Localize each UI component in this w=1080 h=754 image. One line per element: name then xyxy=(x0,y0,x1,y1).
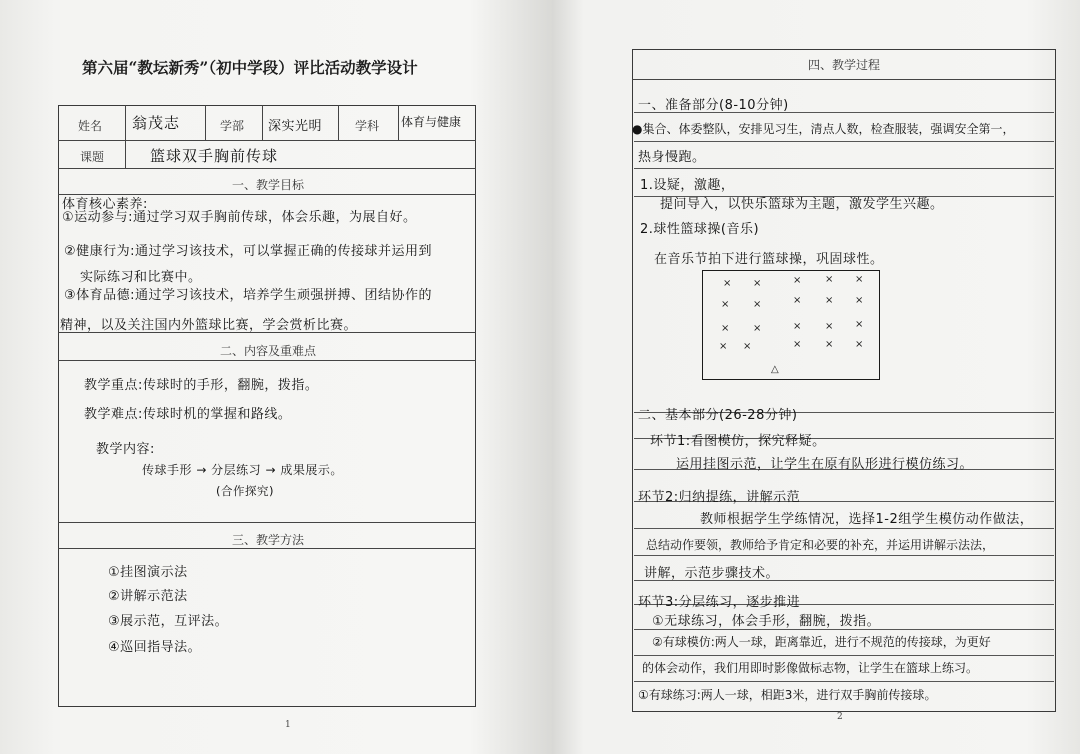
process-line: 讲解，示范步骤技术。 xyxy=(644,566,780,581)
content-flow-note: (合作探究) xyxy=(216,484,274,498)
right-page xyxy=(552,0,1080,754)
ruled-line xyxy=(634,655,1054,656)
table-divider xyxy=(58,140,476,141)
dept-label: 学部 xyxy=(220,119,245,133)
name-label: 姓名 xyxy=(78,119,103,133)
dept-value: 深实光明 xyxy=(268,119,323,134)
name-value: 翁茂志 xyxy=(132,114,181,132)
objective-line: 实际练习和比赛中。 xyxy=(80,270,202,285)
student-marker: × xyxy=(793,295,802,306)
ruled-line xyxy=(634,168,1054,169)
student-marker: × xyxy=(825,339,834,350)
process-line: 提问导入，以快乐篮球为主题，激发学生兴趣。 xyxy=(660,197,944,212)
student-marker: × xyxy=(855,274,864,285)
ruled-line xyxy=(634,555,1054,556)
process-line: 的体会动作，我们用即时影像做标志物，让学生在篮球上练习。 xyxy=(642,661,979,675)
table-divider xyxy=(338,105,339,140)
document-title: 第六届“教坛新秀”（初中学段）评比活动教学设计 xyxy=(82,58,418,77)
content-flow: 传球手形 → 分层练习 → 成果展示。 xyxy=(142,463,343,477)
ruled-line xyxy=(634,141,1054,142)
process-line: 教师根据学生学练情况，选择1-2组学生模仿动作做法， xyxy=(700,512,1034,527)
page-number: 1 xyxy=(285,720,291,730)
student-marker: × xyxy=(793,321,802,332)
content-label: 教学内容: xyxy=(96,442,155,457)
subject-label: 学科 xyxy=(355,119,380,133)
section-heading-objectives: 一、教学目标 xyxy=(231,178,305,192)
method-item: ①挂图演示法 xyxy=(108,565,188,580)
student-marker: × xyxy=(825,274,834,285)
ruled-line xyxy=(634,629,1054,630)
teacher-marker: △ xyxy=(771,364,779,375)
process-line: ●集合、体委整队，安排见习生，清点人数，检查服装，强调安全第一， xyxy=(632,122,1015,136)
table-divider xyxy=(58,332,476,333)
method-item: ③展示范，互评法。 xyxy=(108,614,229,629)
method-item: ④巡回指导法。 xyxy=(108,640,202,655)
objective-line: 精神，以及关注国内外篮球比赛，学会赏析比赛。 xyxy=(60,318,358,333)
section-heading-content: 二、内容及重难点 xyxy=(219,344,317,358)
student-marker: × xyxy=(825,295,834,306)
student-marker: × xyxy=(793,275,802,286)
process-line: 运用挂图示范，让学生在原有队形进行模仿练习。 xyxy=(676,457,974,472)
student-marker: × xyxy=(743,341,752,352)
difficulty-point: 教学难点:传球时机的掌握和路线。 xyxy=(84,407,292,422)
process-line: 二、基本部分(26-28分钟) xyxy=(638,408,798,423)
key-point: 教学重点:传球时的手形，翻腕，拨指。 xyxy=(84,378,319,393)
student-marker: × xyxy=(825,321,834,332)
objective-line: ②健康行为:通过学习该技术，可以掌握正确的传接球并运用到 xyxy=(64,244,433,259)
section-heading-methods: 三、教学方法 xyxy=(231,533,305,547)
student-marker: × xyxy=(855,339,864,350)
student-marker: × xyxy=(753,299,762,310)
table-divider xyxy=(125,105,126,168)
process-line: ①有球练习:两人一球，相距3米，进行双手胸前传接球。 xyxy=(638,688,937,702)
table-divider xyxy=(262,105,263,140)
process-line: 环节2:归纳提练，讲解示范 xyxy=(638,490,801,505)
process-line: ①无球练习，体会手形，翻腕，拨指。 xyxy=(652,614,881,629)
student-marker: × xyxy=(855,295,864,306)
student-marker: × xyxy=(855,319,864,330)
process-line: 1.设疑，激趣， xyxy=(640,178,735,193)
process-line: 一、准备部分(8-10分钟) xyxy=(638,98,789,113)
process-line: 总结动作要领，教师给予肯定和必要的补充，并运用讲解示法法， xyxy=(646,538,995,552)
method-item: ②讲解示范法 xyxy=(108,589,188,604)
student-marker: × xyxy=(721,323,730,334)
table-divider xyxy=(632,79,1056,80)
table-divider xyxy=(58,548,476,549)
process-line: ②有球模仿:两人一球，距离靠近，进行不规范的传接球，为更好 xyxy=(652,635,991,649)
table-divider xyxy=(58,522,476,523)
topic-value: 篮球双手胸前传球 xyxy=(150,147,279,165)
process-line: 在音乐节拍下进行篮球操，巩固球性。 xyxy=(654,252,884,267)
process-heading: 四、教学过程 xyxy=(807,58,881,72)
process-line: 环节3:分层练习，逐步推进 xyxy=(638,595,801,610)
table-divider xyxy=(58,168,476,169)
objective-line: ①运动参与:通过学习双手胸前传球，体会乐趣，为展自好。 xyxy=(62,210,417,225)
ruled-line xyxy=(634,528,1054,529)
process-line: 2.球性篮球操(音乐) xyxy=(640,222,760,237)
objective-line: ③体育品德:通过学习该技术，培养学生顽强拼搏、团结协作的 xyxy=(64,288,433,303)
process-line: 热身慢跑。 xyxy=(638,150,706,165)
ruled-line xyxy=(634,681,1054,682)
table-divider xyxy=(205,105,206,140)
court-diagram xyxy=(702,270,880,380)
table-divider xyxy=(58,360,476,361)
student-marker: × xyxy=(753,278,762,289)
student-marker: × xyxy=(723,278,732,289)
student-marker: × xyxy=(793,339,802,350)
topic-label: 课题 xyxy=(80,150,105,164)
student-marker: × xyxy=(753,323,762,334)
objective-line: 体育核心素养: xyxy=(62,197,148,212)
student-marker: × xyxy=(721,299,730,310)
student-marker: × xyxy=(719,341,728,352)
subject-value: 体育与健康 xyxy=(401,115,462,129)
page-number: 2 xyxy=(837,712,843,722)
table-divider xyxy=(398,105,399,140)
process-line: 环节1:看图模仿，探究释疑。 xyxy=(650,434,826,449)
